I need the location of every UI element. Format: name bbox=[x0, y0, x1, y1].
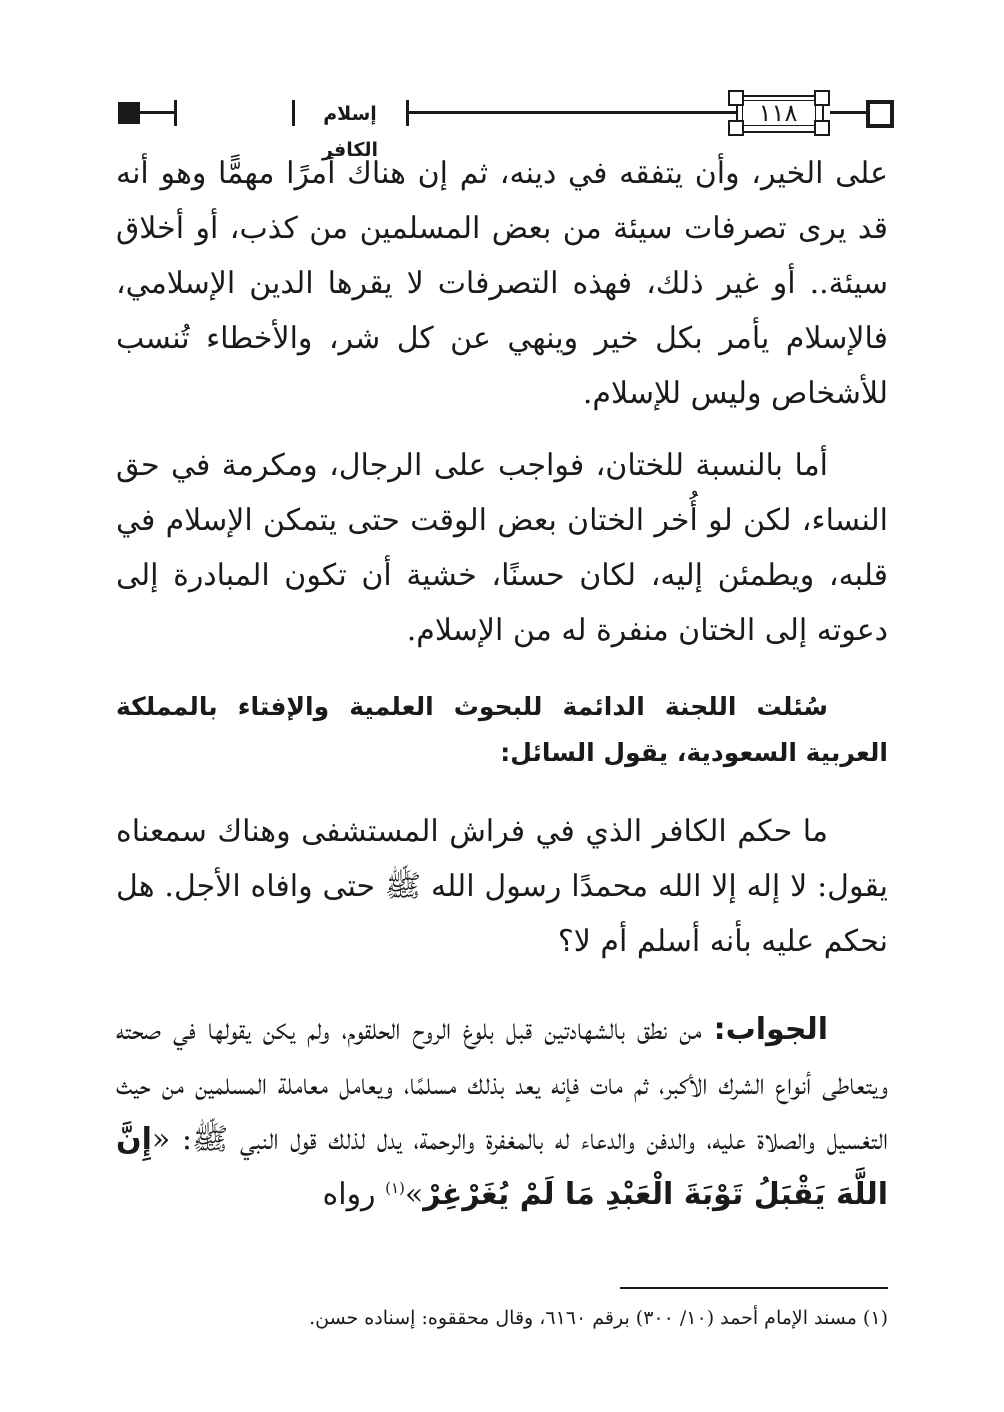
answer-paragraph bbox=[116, 1002, 888, 1222]
header-rule bbox=[409, 111, 736, 114]
answer-end-text: رواه bbox=[322, 1177, 386, 1212]
footnote-separator bbox=[620, 1287, 888, 1289]
header-ornament-left bbox=[118, 102, 140, 124]
page-number: ١١٨ bbox=[758, 99, 798, 127]
book-title: إسلام الكافر bbox=[321, 103, 379, 161]
paragraph-1: على الخير، وأن يتفقه في دينه، ثم إن هناك أمرًا مهمًّا وهو أنه قد يرى تصرفات سيئة من بعض المسلمين من كذب، أو أخلاق سيئة.. أو غير ذلك، فهذه التصرفات لا يقرها الدين الإسلامي، فالإسلام يأمر بكل خير وينهي عن كل شر، والأخطاء تُنسب للأشخاص وليس للإسلام. bbox=[116, 156, 888, 411]
header-rule bbox=[830, 111, 866, 114]
header-ornament-right bbox=[866, 100, 894, 128]
fatwa-heading: سُئلت اللجنة الدائمة للبحوث العلمية والإفتاء بالمملكة العربية السعودية، يقول السائل: bbox=[116, 692, 888, 767]
hadith-quote: إِنَّ اللَّهَ يَقْبَلُ تَوْبَةَ الْعَبْدِ مَا لَمْ يُغَرْغِرْ bbox=[116, 1122, 888, 1212]
header-rule-tick bbox=[174, 100, 177, 126]
paragraph-2: أما بالنسبة للختان، فواجب على الرجال، ومكرمة في حق النساء، لكن لو أُخر الختان بعض الوقت حتى يتمكن الإسلام في قلبه، ويطمئن إليه، لكان حسنًا، خشية أن تكون المبادرة إلى دعوته إلى الختان منفرة له من الإسلام. bbox=[116, 448, 889, 648]
footnote-reference[interactable]: (١) bbox=[385, 1179, 405, 1197]
answer-label: الجواب: bbox=[713, 1012, 828, 1047]
footnote: (١) مسند الإمام أحمد (١٠/ ٣٠٠) برقم ٦١٦٠، وقال محققوه: إسناده حسن. bbox=[309, 1307, 888, 1329]
question-paragraph: ما حكم الكافر الذي في فراش المستشفى وهناك سمعناه يقول: لا إله إلا الله محمدًا رسول الله ﷺ حتى وافاه الأجل. هل نحكم عليه بأنه أسلم أم لا؟ bbox=[116, 814, 888, 959]
header-rule-tick bbox=[292, 100, 295, 126]
answer-text: من نطق بالشهادتين قبل بلوغ الروح الحلقوم، ولم يكن يقولها في صحته ويتعاطى أنواع الشرك الأكبر، ثم مات فإنه يعد بذلك مسلمًا، ويعامل معاملة المسلمين من حيث التغسيل والصلاة عليه، والدفن والدعاء له بالمغفرة والرحمة، يدل لذلك قول النبي ﷺ: « bbox=[116, 1012, 888, 1157]
hadith-close-quote: » bbox=[404, 1177, 424, 1212]
running-header bbox=[118, 92, 890, 161]
header-rule bbox=[140, 111, 174, 114]
page-number-frame bbox=[722, 92, 834, 134]
